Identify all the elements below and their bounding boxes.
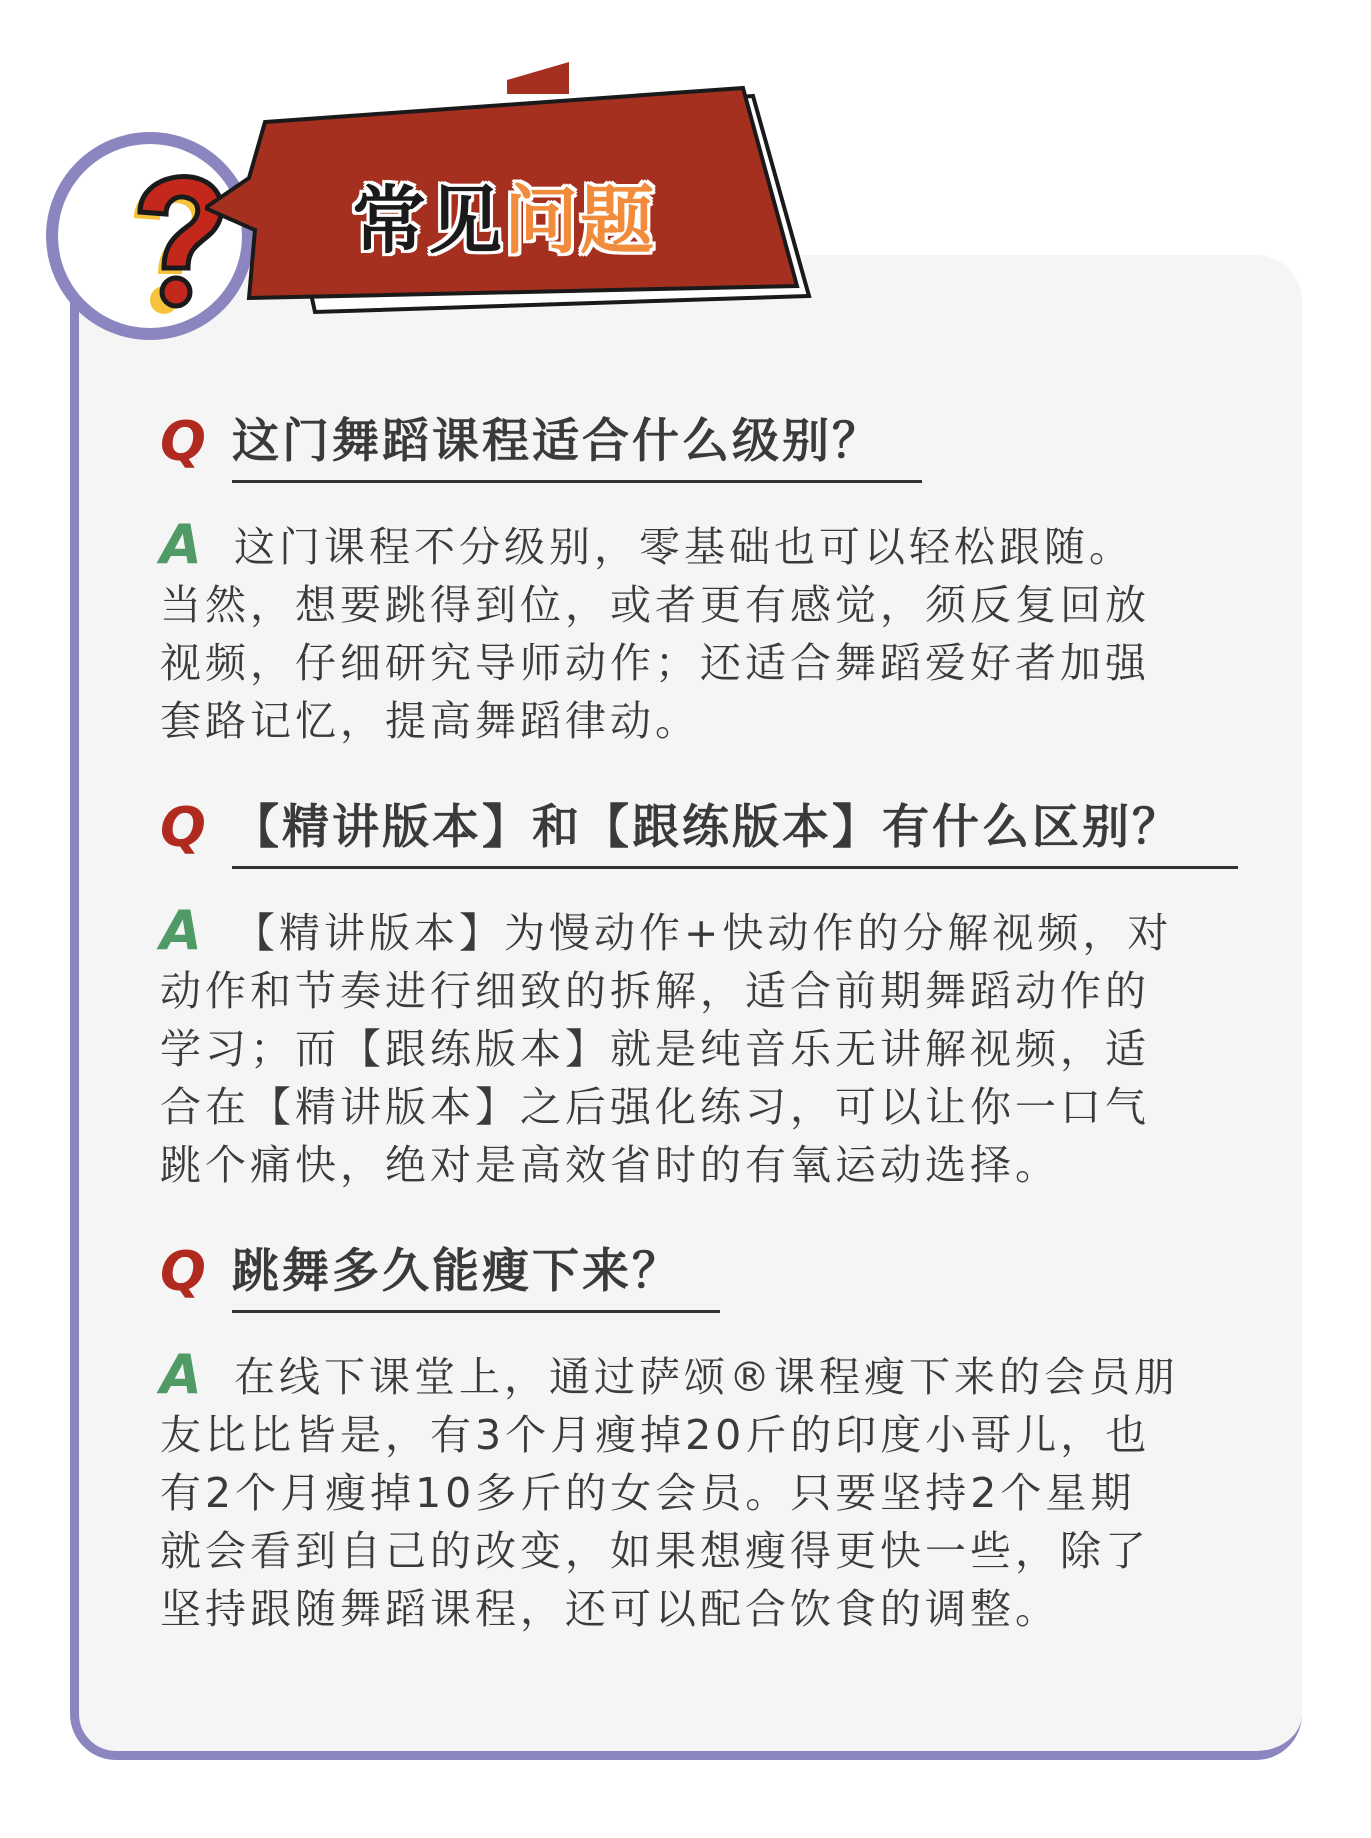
a-marker: A: [160, 513, 206, 576]
answer-line-1: A 【精讲版本】为慢动作+快动作的分解视频，对: [160, 899, 1173, 962]
answer-line-2: 友比比皆是，有3个月瘦掉20斤的印度小哥儿，也: [160, 1411, 1151, 1459]
answer-block: [160, 899, 1220, 1194]
faq-item-1: [160, 410, 1240, 750]
page-title: [352, 162, 656, 268]
answer-line-4: 就会看到自己的改变，如果想瘦得更快一些，除了: [160, 1527, 1150, 1575]
title-part-1: 常见: [352, 178, 504, 264]
answer-line-3: 学习；而【跟练版本】就是纯音乐无讲解视频，适: [160, 1025, 1150, 1073]
question-underline: [232, 866, 1238, 869]
answer-line-5: 跳个痛快，绝对是高效省时的有氧运动选择。: [160, 1141, 1060, 1189]
answer-block: [160, 1343, 1220, 1638]
answer-line-1: A 在线下课堂上，通过萨颂®课程瘦下来的会员朋: [160, 1343, 1179, 1406]
q-marker: Q: [160, 1240, 206, 1303]
faq-item-3: [160, 1240, 1240, 1638]
answer-block: [160, 513, 1220, 750]
a-marker: A: [160, 1343, 206, 1406]
faq-item-2: [160, 796, 1240, 1194]
question-row: [160, 410, 1240, 490]
answer-line-4: 套路记忆，提高舞蹈律动。: [160, 697, 700, 745]
answer-line-3: 视频，仔细研究导师动作；还适合舞蹈爱好者加强: [160, 639, 1150, 687]
question-underline: [232, 480, 922, 483]
a-marker: A: [160, 899, 206, 962]
question-underline: [232, 1310, 720, 1313]
question-text: 【精讲版本】和【跟练版本】有什么区别？: [232, 800, 1182, 855]
answer-line-3: 有2个月瘦掉10多斤的女会员。只要坚持2个星期: [160, 1469, 1136, 1517]
question-text: 这门舞蹈课程适合什么级别？: [232, 414, 882, 469]
q-marker: Q: [160, 796, 206, 859]
question-row: [160, 796, 1240, 876]
q-marker: Q: [160, 410, 206, 473]
answer-line-2: 当然，想要跳得到位，或者更有感觉，须反复回放: [160, 581, 1150, 629]
answer-line-4: 合在【精讲版本】之后强化练习，可以让你一口气: [160, 1083, 1150, 1131]
answer-line-1: A 这门课程不分级别，零基础也可以轻松跟随。: [160, 513, 1134, 576]
answer-line-2: 动作和节奏进行细致的拆解，适合前期舞蹈动作的: [160, 967, 1150, 1015]
answer-line-5: 坚持跟随舞蹈课程，还可以配合饮食的调整。: [160, 1585, 1060, 1633]
title-part-2: 问题: [504, 178, 656, 264]
question-row: [160, 1240, 1240, 1320]
question-text: 跳舞多久能瘦下来？: [232, 1244, 682, 1299]
